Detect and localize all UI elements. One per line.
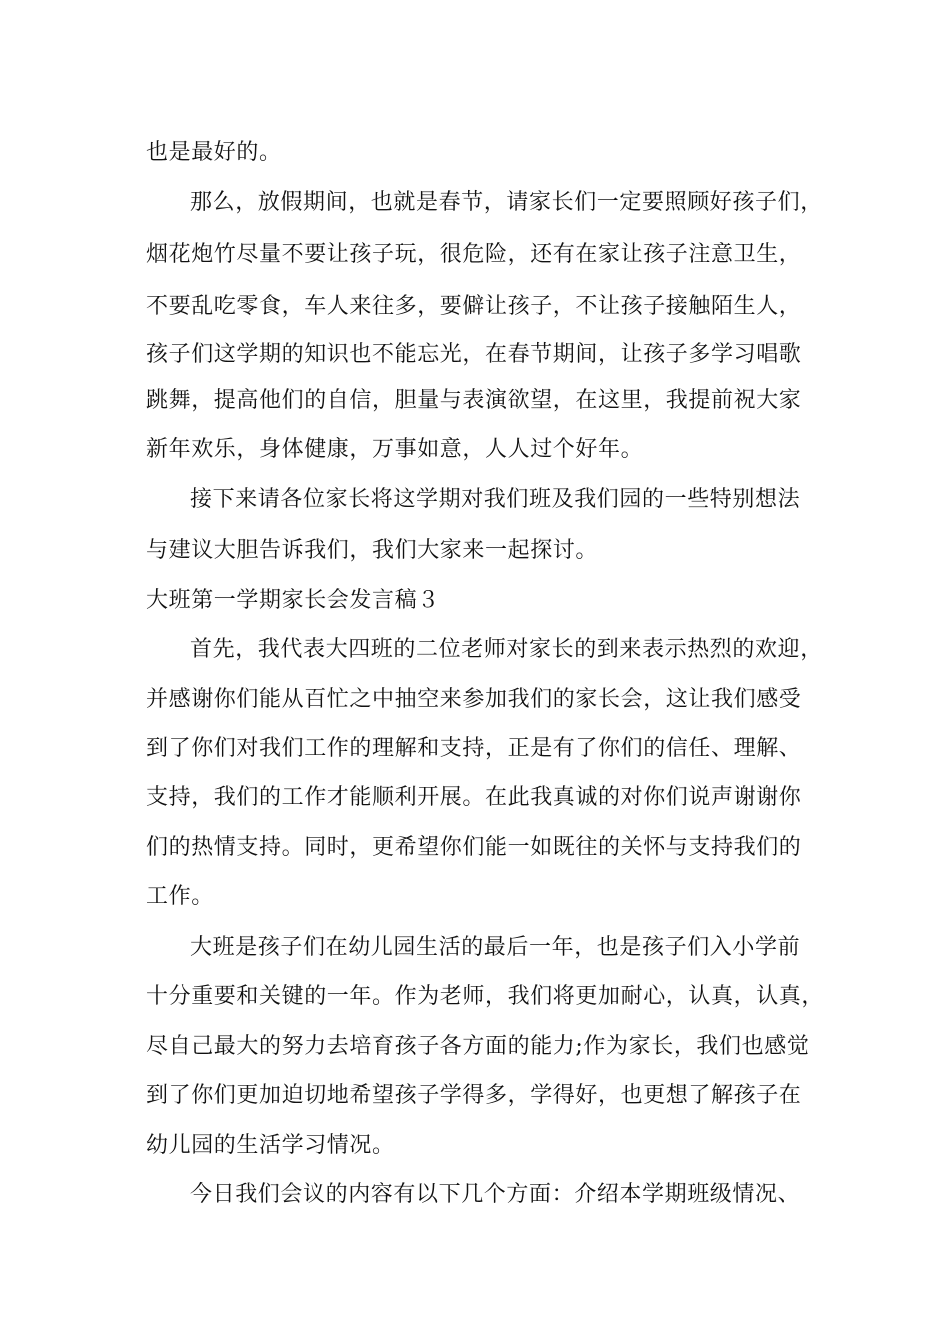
text-line: 烟花炮竹尽量不要让孩子玩，很危险，还有在家让孩子注意卫生，	[146, 242, 802, 267]
text-line: 们的热情支持。同时，更希望你们能一如既往的关怀与支持我们的	[146, 835, 802, 860]
paragraph-start-line: 大班是孩子们在幼儿园生活的最后一年，也是孩子们入小学前	[190, 935, 801, 960]
text-line: 跳舞，提高他们的自信，胆量与表演欲望，在这里，我提前祝大家	[146, 388, 802, 413]
paragraph-start-line: 首先，我代表大四班的二位老师对家长的到来表示热烈的欢迎，	[190, 637, 823, 662]
text-line: 新年欢乐，身体健康，万事如意，人人过个好年。	[146, 437, 644, 462]
text-line: 尽自己最大的努力去培育孩子各方面的能力;作为家长，我们也感觉	[146, 1034, 810, 1059]
paragraph-start-line: 接下来请各位家长将这学期对我们班及我们园的一些特别想法	[190, 487, 801, 512]
text-line: 十分重要和关键的一年。作为老师，我们将更加耐心，认真，认真，	[146, 984, 825, 1009]
text-line: 支持，我们的工作才能顺利开展。在此我真诚的对你们说声谢谢你	[146, 785, 802, 810]
paragraph-start-line: 那么，放假期间，也就是春节，请家长们一定要照顾好孩子们，	[190, 190, 823, 215]
text-line: 也是最好的。	[146, 140, 282, 165]
text-line: 并感谢你们能从百忙之中抽空来参加我们的家长会，这让我们感受	[146, 687, 802, 712]
text-line: 幼儿园的生活学习情况。	[146, 1133, 395, 1158]
section-heading: 大班第一学期家长会发言稿３	[146, 588, 440, 613]
paragraph-start-line: 今日我们会议的内容有以下几个方面：介绍本学期班级情况、	[190, 1182, 801, 1207]
text-line: 孩子们这学期的知识也不能忘光，在春节期间，让孩子多学习唱歌	[146, 342, 802, 367]
text-line: 与建议大胆告诉我们，我们大家来一起探讨。	[146, 538, 599, 563]
text-line: 到了你们更加迫切地希望孩子学得多，学得好，也更想了解孩子在	[146, 1083, 802, 1108]
text-line: 不要乱吃零食，车人来往多，要僻让孩子，不让孩子接触陌生人，	[146, 294, 802, 319]
text-line: 工作。	[146, 884, 214, 909]
text-line: 到了你们对我们工作的理解和支持，正是有了你们的信任、理解、	[146, 736, 802, 761]
